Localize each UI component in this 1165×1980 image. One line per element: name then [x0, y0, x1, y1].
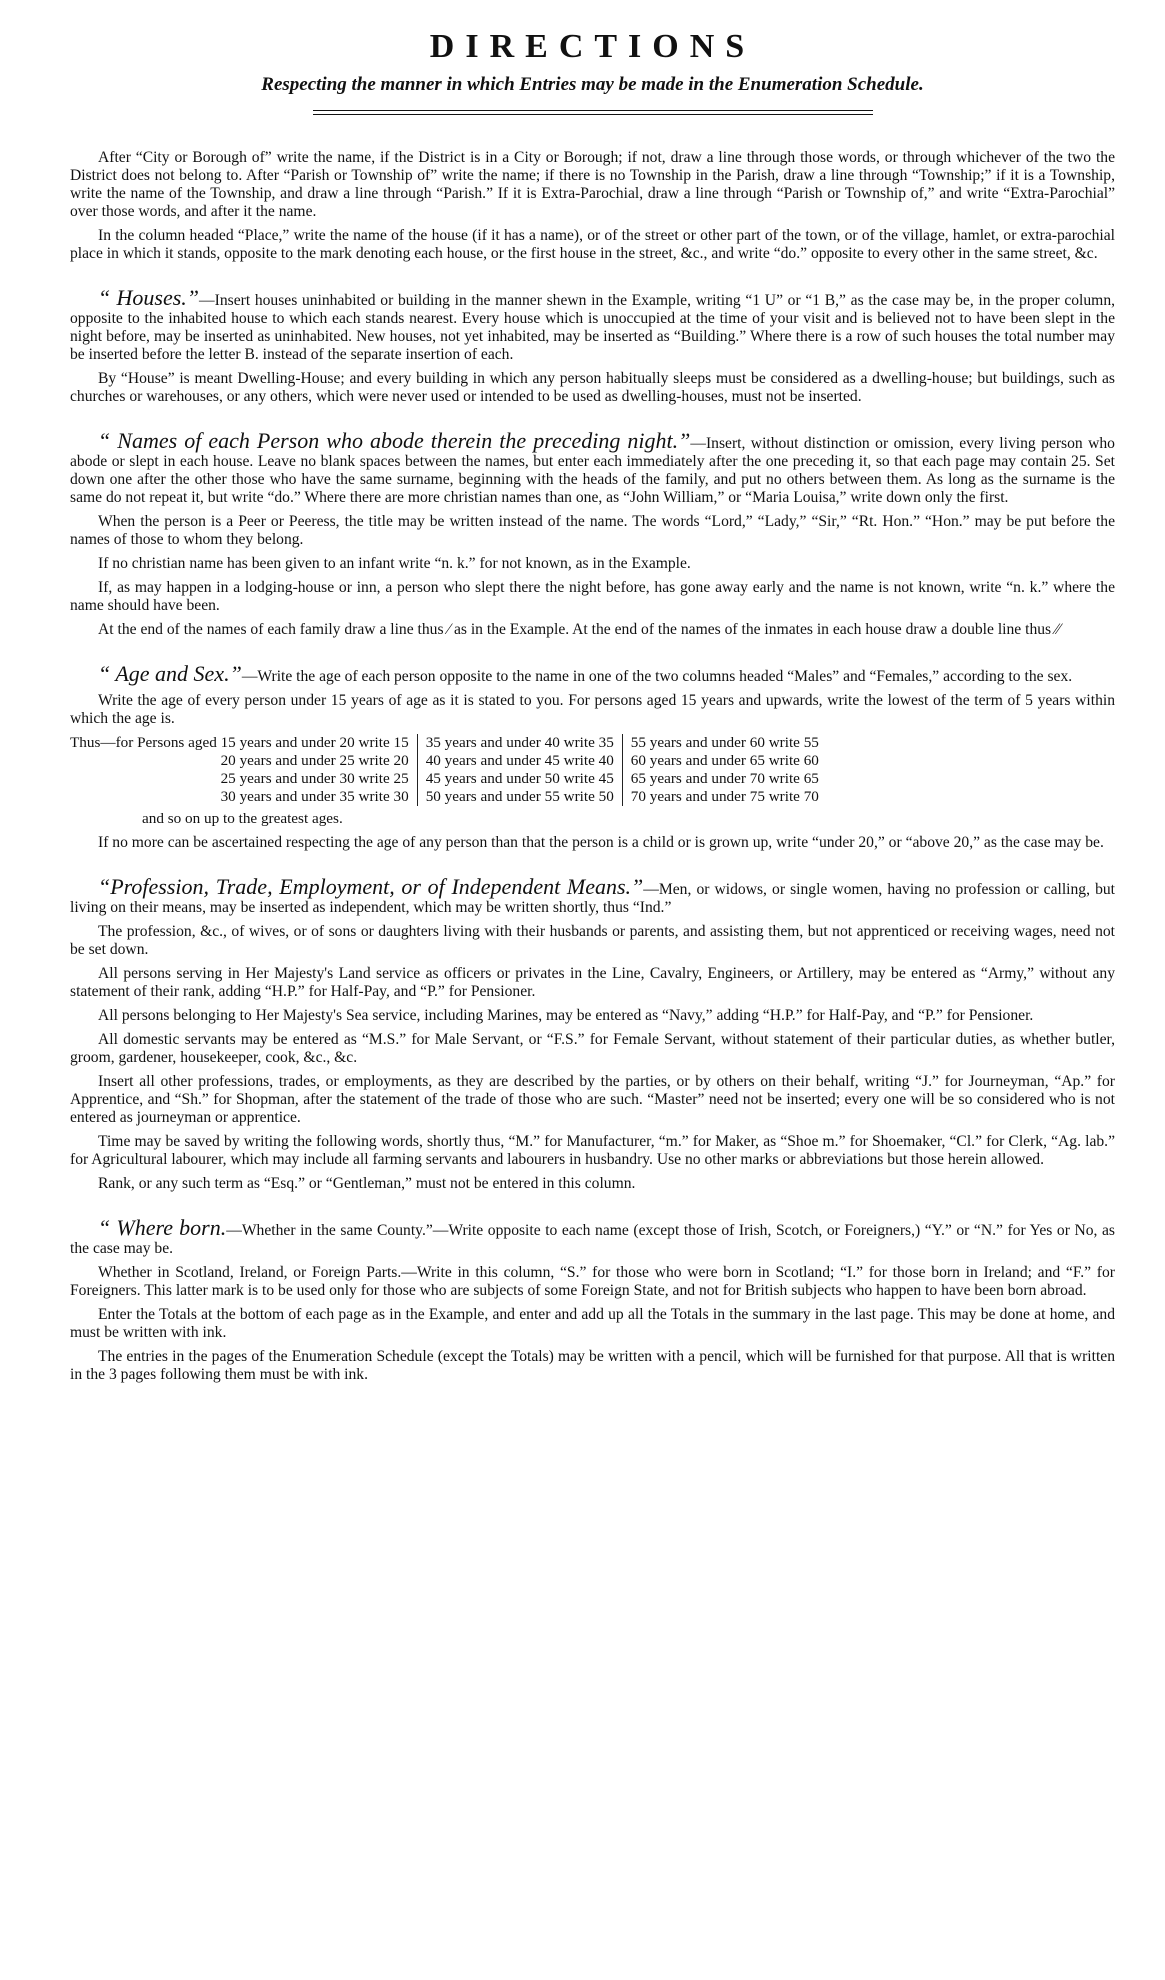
section-lead: —Write the age of each person opposite to the name in one of the two columns headed “Males” and “Females,” according to the sex.: [241, 668, 1073, 685]
paragraph: After “City or Borough of” write the name, if the District is in a City or Borough; if not, draw a line through those words, or through whichever of the two the District does not belong to. After “Parish or Township of” write the name; if there is no Township in the Parish, draw a line through “Township;” if it is a Township, write the name of the Township, and draw a line through “Parish.” If it is Extra-Parochial, draw a line through “Parish or Township of,” and write “Extra-Parochial” over those words, and after it the name.: [70, 149, 1115, 220]
title-rule: [313, 110, 873, 115]
age-row: 70 years and under 75 write 70: [630, 788, 819, 805]
age-row: 60 years and under 65 write 60: [630, 752, 819, 769]
paragraph: All domestic servants may be entered as “M.S.” for Male Servant, or “F.S.” for Female Servant, without statement of their particular duties, as whether butler, groom, gardener, housekeeper, cook, &c., &c.: [70, 1031, 1115, 1066]
age-row: 20 years and under 25 write 20: [220, 752, 409, 769]
paragraph: Write the age of every person under 15 years of age as it is stated to you. For persons aged 15 years and upwards, write the lowest of the term of 5 years within which the age is.: [70, 692, 1115, 727]
paragraph: If no christian name has been given to an infant write “n. k.” for not known, as in the Example.: [98, 555, 691, 572]
section-names: [70, 428, 1115, 639]
section-lead: —Insert, without distinction or omission, every living person who abode or slept in each house. Leave no blank spaces between the names, but enter each immediately after the one preceding it, so that each page may contain 25. Set down one after the other those who have the same surname, beginning with the heads of the family, and put no others between them. As long as the surname is the same do not repeat it, but write “do.” Where there are more christian names than one, as “John William,” or “Maria Louisa,” write down only the first.: [70, 435, 1115, 506]
paragraph: Enter the Totals at the bottom of each page as in the Example, and enter and add up all the Totals in the summary in the last page. This may be done at home, and must be written with ink.: [70, 1306, 1115, 1341]
age-row: 65 years and under 70 write 65: [630, 770, 819, 787]
age-row: 35 years and under 40 write 35: [425, 734, 614, 751]
section-heading: “ Houses.”: [98, 285, 200, 310]
paragraph: Time may be saved by writing the following words, shortly thus, “M.” for Manufacturer, “m.” for Maker, as “Shoe m.” for Shoemaker, “Cl.” for Clerk, “Ag. lab.” for Agricultural labourer, which may include all farming servants and labourers in husbandry. Use no other marks or abbreviations but those herein allowed.: [70, 1133, 1115, 1168]
age-row: 55 years and under 60 write 55: [630, 734, 819, 751]
age-column: [417, 734, 622, 806]
section-lead-paragraph: [70, 428, 1115, 507]
paragraph: Rank, or any such term as “Esq.” or “Gentleman,” must not be entered in this column.: [98, 1175, 636, 1192]
section-profession: [70, 874, 1116, 1193]
age-row: 45 years and under 50 write 45: [425, 770, 614, 787]
section-lead: —Men, or widows, or single women, having no profession or calling, but living on their means, may be inserted as independent, which may be written shortly, thus “Ind.”: [70, 881, 1116, 916]
paragraph: The profession, &c., of wives, or of sons or daughters living with their husbands or parents, and assisting them, but not apprenticed or receiving wages, need not be set down.: [70, 923, 1115, 958]
paragraph: If no more can be ascertained respecting the age of any person than that the person is a child or is grown up, write “under 20,” or “above 20,” as the case may be.: [98, 834, 1104, 851]
paragraph: At the end of the names of each family draw a line thus ⁄ as in the Example. At the end of the names of the inmates in each house draw a double line thus ⁄⁄: [98, 621, 1061, 638]
section-lead-paragraph: [70, 1215, 1115, 1258]
section-city-parish: [70, 149, 1115, 263]
page-subtitle: Respecting the manner in which Entries may be made in the Enumeration Schedule.: [261, 74, 924, 95]
section-heading: “ Age and Sex.”: [98, 661, 242, 686]
paragraph: The entries in the pages of the Enumeration Schedule (except the Totals) may be written with a pencil, which will be furnished for that purpose. All that is written in the 3 pages following them must be with ink.: [70, 1348, 1115, 1383]
section-houses: [70, 285, 1116, 406]
section-lead-paragraph: [70, 661, 1115, 686]
paragraph: In the column headed “Place,” write the name of the house (if it has a name), or of the street or other part of the town, or of the village, hamlet, or extra-parochial place in which it stands, opposite to the mark denoting each house, or the first house in the street, &c., and write “do.” opposite to every other in the same street, &c.: [70, 227, 1115, 262]
section-lead-paragraph: [70, 874, 1116, 917]
section-lead: —Whether in the same County.”—Write opposite to each name (except those of Irish, Scotch, or Foreigners,) “Y.” or “N.” for Yes or No, as the case may be.: [70, 1222, 1115, 1257]
age-table: [70, 734, 1115, 806]
age-column: [70, 734, 417, 806]
section-heading: “ Where born.: [98, 1215, 227, 1240]
age-table-tail: and so on up to the greatest ages.: [142, 810, 343, 827]
directions-page: [70, 28, 1115, 1390]
age-row: Thus—for Persons aged 15 years and under 20 write 15: [70, 734, 409, 751]
section-heading: “ Names of each Person who abode therein the preceding night.”: [98, 428, 691, 453]
section-lead-paragraph: [70, 285, 1116, 364]
page-title: DIRECTIONS: [429, 28, 756, 65]
section-heading: “Profession, Trade, Employment, or of Independent Means.”: [98, 874, 644, 899]
section-age-sex: [70, 661, 1115, 852]
age-row: 25 years and under 30 write 25: [220, 770, 409, 787]
age-row: 50 years and under 55 write 50: [425, 788, 614, 805]
section-lead: —Insert houses uninhabited or building in the manner shewn in the Example, writing “1 U” or “1 B,” as the case may be, in the proper column, opposite to the inhabited house to which each stands nearest. Every house which is unoccupied at the time of your visit and is believed not to have been slept in the night before, may be inserted as uninhabited. New houses, not yet inhabited, may be inserted as “Building.” Where there is a row of such houses the total number may be inserted before the letter B. instead of the separate insertion of each.: [70, 292, 1116, 363]
age-column: [622, 734, 827, 806]
paragraph: All persons belonging to Her Majesty's Sea service, including Marines, may be entered as “Navy,” adding “H.P.” for Half-Pay, and “P.” for Pensioner.: [98, 1007, 1034, 1024]
paragraph: By “House” is meant Dwelling-House; and every building in which any person habitually sleeps must be considered as a dwelling-house; but buildings, such as churches or warehouses, or any others, which were never used or intended to be used as dwelling-houses, must not be inserted.: [70, 370, 1115, 405]
age-row: 30 years and under 35 write 30: [220, 788, 409, 805]
paragraph: If, as may happen in a lodging-house or inn, a person who slept there the night before, has gone away early and the name is not known, write “n. k.” where the name should have been.: [70, 579, 1115, 614]
paragraph: All persons serving in Her Majesty's Land service as officers or privates in the Line, Cavalry, Engineers, or Artillery, may be entered as “Army,” without any statement of their rank, adding “H.P.” for Half-Pay, and “P.” for Pensioner.: [70, 965, 1115, 1000]
paragraph: Whether in Scotland, Ireland, or Foreign Parts.—Write in this column, “S.” for those who were born in Scotland; “I.” for those born in Ireland; and “F.” for Foreigners. This latter mark is to be used only for those who are subjects of some Foreign State, and not for British subjects who happen to have been born abroad.: [70, 1264, 1115, 1299]
section-where-born: [70, 1215, 1115, 1384]
paragraph: When the person is a Peer or Peeress, the title may be written instead of the name. The words “Lord,” “Lady,” “Sir,” “Rt. Hon.” “Hon.” may be put before the names of those to whom they belong.: [70, 513, 1115, 548]
age-row: 40 years and under 45 write 40: [425, 752, 614, 769]
paragraph: Insert all other professions, trades, or employments, as they are described by the parties, or by others on their behalf, writing “J.” for Journeyman, “Ap.” for Apprentice, and “Sh.” for Shopman, after the statement of the trade of those who are such. “Master” need not be inserted; every one will be so considered who is not entered as journeyman or apprentice.: [70, 1073, 1115, 1126]
